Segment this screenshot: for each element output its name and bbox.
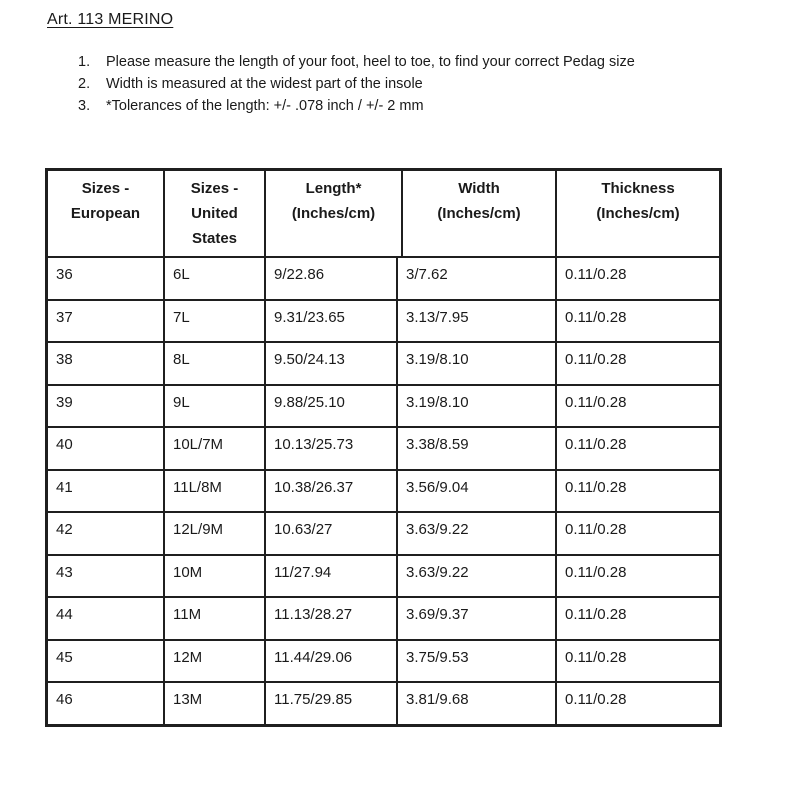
table-cell: 0.11/0.28: [565, 563, 627, 581]
table-cell: 44: [48, 598, 165, 639]
table-row: [48, 471, 719, 514]
table-row: [48, 513, 719, 556]
table-cell: 3.19/8.10: [398, 386, 557, 427]
table-body: [48, 258, 719, 724]
header-line: European: [70, 205, 141, 222]
table-cell: 0.11/0.28: [565, 606, 627, 624]
table-cell: 3.38/8.59: [398, 428, 557, 469]
table-row: [48, 428, 719, 471]
list-item-number: 3.: [78, 98, 91, 114]
document-title: Art. 113 MERINO: [47, 11, 174, 28]
table-cell: 42: [48, 513, 165, 554]
header-cell-length: [266, 171, 403, 256]
list-item-text: Please measure the length of your foot, heel to toe, to find your correct Pedag size: [106, 54, 635, 70]
table-cell: 7L: [165, 301, 266, 342]
table-row: [48, 386, 719, 429]
table-cell: 9.50/24.13: [266, 343, 398, 384]
table-cell: 10.38/26.37: [266, 471, 398, 512]
header-line: Width: [458, 180, 500, 197]
table-cell: 11.44/29.06: [266, 641, 398, 682]
table-cell: 40: [48, 428, 165, 469]
list-item: [78, 73, 635, 95]
table-cell: 3.56/9.04: [398, 471, 557, 512]
table-cell: 8L: [165, 343, 266, 384]
table-cell: 0.11/0.28: [565, 266, 627, 283]
table-cell: 11.13/28.27: [266, 598, 398, 639]
table-cell: 0.11/0.28: [565, 436, 627, 454]
table-cell: 3.63/9.22: [398, 556, 557, 597]
table-cell: 3/7.62: [398, 258, 557, 299]
header-line: Sizes -: [81, 180, 130, 197]
header-line: (Inches/cm): [291, 205, 376, 222]
table-cell: 39: [48, 386, 165, 427]
table-cell: 0.11/0.28: [565, 648, 627, 666]
list-item-text: Width is measured at the widest part of the insole: [106, 76, 423, 92]
header-line: United: [191, 205, 238, 222]
list-item-number: 2.: [78, 76, 91, 92]
header-line: Length*: [305, 180, 362, 197]
table-cell: 3.69/9.37: [398, 598, 557, 639]
table-cell: 9/22.86: [266, 258, 398, 299]
header-cell-sizes-european: [48, 171, 165, 256]
header-line: Thickness: [601, 180, 675, 197]
header-cell-thickness: [557, 171, 719, 256]
table-cell: 3.19/8.10: [398, 343, 557, 384]
table-row: [48, 556, 719, 599]
table-cell: 0.11/0.28: [565, 351, 627, 369]
table-cell: 3.13/7.95: [398, 301, 557, 342]
table-cell: 3.63/9.22: [398, 513, 557, 554]
table-cell: 10M: [165, 556, 266, 597]
table-cell: 11M: [165, 598, 266, 639]
table-row: [48, 343, 719, 386]
table-row: [48, 598, 719, 641]
header-line: (Inches/cm): [596, 205, 680, 222]
table-cell: 0.11/0.28: [565, 393, 627, 411]
list-item-text: *Tolerances of the length: +/- .078 inch / +/- 2 mm: [106, 98, 424, 114]
table-cell: 11.75/29.85: [266, 683, 398, 724]
table-row: [48, 258, 719, 301]
table-cell: 12L/9M: [165, 513, 266, 554]
table-row: [48, 301, 719, 344]
table-cell: 12M: [165, 641, 266, 682]
table-cell: 11L/8M: [165, 471, 266, 512]
table-cell: 9L: [165, 386, 266, 427]
header-line: States: [191, 230, 238, 247]
table-cell: 0.11/0.28: [565, 521, 627, 539]
table-cell: 43: [48, 556, 165, 597]
table-cell: 0.11/0.28: [565, 478, 627, 496]
table-cell: 10.13/25.73: [266, 428, 398, 469]
table-header-row: [48, 171, 719, 258]
table-cell: 10.63/27: [266, 513, 398, 554]
table-cell: 0.11/0.28: [565, 308, 627, 326]
table-cell: 6L: [165, 258, 266, 299]
list-item: [78, 51, 635, 73]
table-cell: 41: [48, 471, 165, 512]
table-cell: 3.81/9.68: [398, 683, 557, 724]
list-item-number: 1.: [78, 54, 91, 70]
table-cell: 46: [48, 683, 165, 724]
table-cell: 36: [48, 258, 165, 299]
notes-list: [78, 51, 635, 117]
table-row: [48, 683, 719, 724]
table-cell: 9.88/25.10: [266, 386, 398, 427]
table-cell: 11/27.94: [266, 556, 398, 597]
table-cell: 3.75/9.53: [398, 641, 557, 682]
table-cell: 10L/7M: [165, 428, 266, 469]
table-cell: 45: [48, 641, 165, 682]
size-table: [45, 168, 722, 727]
table-row: [48, 641, 719, 684]
table-cell: 9.31/23.65: [266, 301, 398, 342]
header-cell-width: [403, 171, 557, 256]
header-line: (Inches/cm): [437, 205, 521, 222]
header-line: Sizes -: [190, 180, 239, 197]
table-cell: 13M: [165, 683, 266, 724]
list-item: [78, 95, 635, 117]
header-cell-sizes-united-states: [165, 171, 266, 256]
table-cell: 38: [48, 343, 165, 384]
table-cell: 0.11/0.28: [565, 691, 627, 709]
table-cell: 37: [48, 301, 165, 342]
